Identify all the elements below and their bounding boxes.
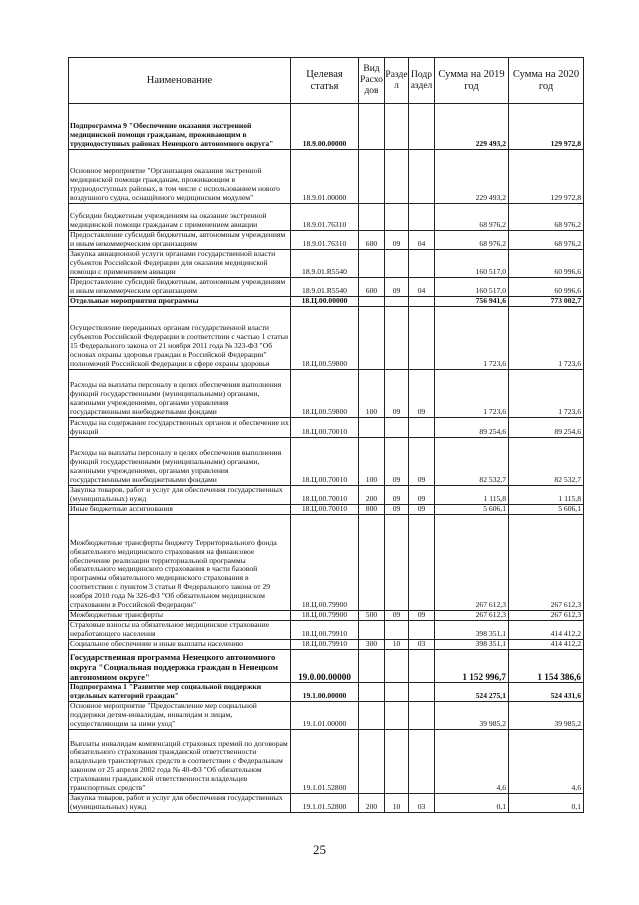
row-section bbox=[385, 150, 409, 204]
header-article: Целевая статья bbox=[291, 58, 359, 104]
table-row bbox=[69, 438, 584, 486]
row-section: 09 bbox=[385, 505, 409, 515]
row-expense-type bbox=[359, 515, 385, 611]
row-section: 10 bbox=[385, 640, 409, 650]
table-row bbox=[69, 418, 584, 438]
row-sum-2020: 5 606,1 bbox=[509, 505, 584, 515]
row-subsection bbox=[409, 621, 435, 640]
row-name: Отдельные мероприятия программы bbox=[69, 297, 291, 307]
row-name: Осуществление переданных органам государственной власти субъектов Российской Федерации в соответствии с частью 1 статьи 15 Федерального закона от 21 ноября 2011 года № 323-ФЗ "Об основах охраны здоровья граждан в Российской Федерации" полномочий Российской Федерации в сфере охраны здоровья bbox=[69, 307, 291, 370]
row-subsection: 03 bbox=[409, 640, 435, 650]
row-target-article: 18.9.01.R5540 bbox=[291, 278, 359, 297]
row-subsection: 04 bbox=[409, 278, 435, 297]
table-row bbox=[69, 231, 584, 250]
table-row bbox=[69, 307, 584, 370]
row-target-article: 18.9.01.76310 bbox=[291, 231, 359, 250]
header-subsection: Подр аздел bbox=[409, 58, 435, 104]
row-sum-2019: 1 723,6 bbox=[435, 307, 509, 370]
row-name: Основное мероприятие "Организация оказания экстренной медицинской помощи гражданам, проживающим в труднодоступных районах, в том числе с использованием нового воздушного судна, оснащённого медицинским модулем" bbox=[69, 150, 291, 204]
row-expense-type: 600 bbox=[359, 278, 385, 297]
row-target-article: 18.Ц.00.70010 bbox=[291, 418, 359, 438]
row-expense-type bbox=[359, 683, 385, 702]
row-target-article: 18.9.00.00000 bbox=[291, 104, 359, 150]
row-name: Подпрограмма 9 "Обеспечение оказания экстренной медицинской помощи гражданам, проживающим в труднодоступных районах Ненецкого автономного округа" bbox=[69, 104, 291, 150]
row-subsection: 09 bbox=[409, 505, 435, 515]
header-name: Наименование bbox=[69, 58, 291, 104]
table-row bbox=[69, 794, 584, 813]
row-target-article: 19.0.00.00000 bbox=[291, 650, 359, 683]
row-sum-2019: 398 351,1 bbox=[435, 640, 509, 650]
row-section bbox=[385, 515, 409, 611]
row-section: 09 bbox=[385, 486, 409, 505]
row-target-article: 18.Ц.00.59800 bbox=[291, 307, 359, 370]
row-target-article: 18.Ц.00.70010 bbox=[291, 486, 359, 505]
table-row bbox=[69, 683, 584, 702]
row-expense-type: 100 bbox=[359, 370, 385, 418]
row-target-article: 18.Ц.00.79910 bbox=[291, 621, 359, 640]
row-target-article: 18.9.01.R5540 bbox=[291, 250, 359, 278]
row-target-article: 18.Ц.00.59800 bbox=[291, 370, 359, 418]
table-body bbox=[69, 104, 584, 813]
row-expense-type bbox=[359, 297, 385, 307]
row-name: Закупка товаров, работ и услуг для обеспечения государственных (муниципальных) нужд bbox=[69, 794, 291, 813]
row-subsection bbox=[409, 204, 435, 231]
row-sum-2020: 414 412,2 bbox=[509, 621, 584, 640]
row-subsection bbox=[409, 297, 435, 307]
row-expense-type: 200 bbox=[359, 486, 385, 505]
row-section bbox=[385, 650, 409, 683]
row-name: Иные бюджетные ассигнования bbox=[69, 505, 291, 515]
row-sum-2019: 267 612,3 bbox=[435, 611, 509, 621]
row-subsection bbox=[409, 418, 435, 438]
row-expense-type bbox=[359, 650, 385, 683]
row-sum-2019: 229 493,2 bbox=[435, 150, 509, 204]
row-expense-type bbox=[359, 307, 385, 370]
row-name: Государственная программа Ненецкого автономного округа "Социальная поддержка граждан в Ненецком автономном округе" bbox=[69, 650, 291, 683]
row-sum-2019: 4,6 bbox=[435, 730, 509, 794]
row-sum-2020: 1 723,6 bbox=[509, 307, 584, 370]
row-sum-2019: 82 532,7 bbox=[435, 438, 509, 486]
row-section: 09 bbox=[385, 278, 409, 297]
table-row bbox=[69, 515, 584, 611]
row-subsection: 09 bbox=[409, 438, 435, 486]
row-name: Социальное обеспечение и иные выплаты населению bbox=[69, 640, 291, 650]
row-sum-2020: 68 976,2 bbox=[509, 204, 584, 231]
row-expense-type bbox=[359, 150, 385, 204]
row-name: Субсидии бюджетным учреждениям на оказание экстренной медицинской помощи гражданам с применением авиации bbox=[69, 204, 291, 231]
row-target-article: 18.Ц.00.79910 bbox=[291, 640, 359, 650]
row-name: Расходы на выплаты персоналу в целях обеспечения выполнения функций государственными (муниципальными) органами, казенными учреждениями, органами управления государственными внебюджетными фондами bbox=[69, 438, 291, 486]
row-target-article: 18.Ц.00.00000 bbox=[291, 297, 359, 307]
row-sum-2020: 1 154 386,6 bbox=[509, 650, 584, 683]
row-expense-type bbox=[359, 204, 385, 231]
table-row bbox=[69, 611, 584, 621]
row-sum-2020: 267 612,3 bbox=[509, 611, 584, 621]
row-target-article: 19.1.01.00000 bbox=[291, 702, 359, 730]
row-target-article: 18.9.01.00000 bbox=[291, 150, 359, 204]
table-row bbox=[69, 640, 584, 650]
row-section: 09 bbox=[385, 231, 409, 250]
row-sum-2020: 414 412,2 bbox=[509, 640, 584, 650]
row-subsection bbox=[409, 307, 435, 370]
row-expense-type bbox=[359, 418, 385, 438]
row-section bbox=[385, 730, 409, 794]
row-name: Выплаты инвалидам компенсаций страховых премий по договорам обязательного страхования гражданской ответственности владельцев транспортных средств в соответствии с Федеральным законом от 25 апреля 2002 года № 40-ФЗ "Об обязательном страховании гражданской ответственности владельцев транспортных средств" bbox=[69, 730, 291, 794]
table-row bbox=[69, 204, 584, 231]
table-row bbox=[69, 621, 584, 640]
table-row bbox=[69, 250, 584, 278]
row-sum-2020: 1 723,6 bbox=[509, 370, 584, 418]
header-expense-type: Вид Расхо дов bbox=[359, 58, 385, 104]
row-section: 09 bbox=[385, 370, 409, 418]
row-sum-2019: 5 606,1 bbox=[435, 505, 509, 515]
row-subsection bbox=[409, 150, 435, 204]
row-section bbox=[385, 250, 409, 278]
row-sum-2019: 229 493,2 bbox=[435, 104, 509, 150]
row-section bbox=[385, 297, 409, 307]
row-name: Подпрограмма 1 "Развитие мер социальной поддержки отдельных категорий граждан" bbox=[69, 683, 291, 702]
row-expense-type bbox=[359, 104, 385, 150]
row-sum-2019: 68 976,2 bbox=[435, 204, 509, 231]
row-sum-2019: 756 941,6 bbox=[435, 297, 509, 307]
row-section bbox=[385, 418, 409, 438]
row-name: Основное мероприятие "Предоставление мер социальной поддержки детям-инвалидам, инвалидам и лицам, осуществляющим за ними уход" bbox=[69, 702, 291, 730]
row-section bbox=[385, 702, 409, 730]
row-subsection: 09 bbox=[409, 611, 435, 621]
row-sum-2019: 524 275,1 bbox=[435, 683, 509, 702]
row-subsection bbox=[409, 250, 435, 278]
row-section bbox=[385, 104, 409, 150]
header-sum-2020: Сумма на 2020 год bbox=[509, 58, 584, 104]
row-target-article: 18.9.01.76310 bbox=[291, 204, 359, 231]
row-section bbox=[385, 621, 409, 640]
row-sum-2019: 39 985,2 bbox=[435, 702, 509, 730]
row-section: 09 bbox=[385, 611, 409, 621]
row-sum-2019: 398 351,1 bbox=[435, 621, 509, 640]
row-sum-2020: 1 115,8 bbox=[509, 486, 584, 505]
row-sum-2020: 89 254,6 bbox=[509, 418, 584, 438]
row-sum-2020: 267 612,3 bbox=[509, 515, 584, 611]
table-row bbox=[69, 297, 584, 307]
row-section bbox=[385, 683, 409, 702]
table-header bbox=[69, 58, 584, 104]
row-sum-2019: 267 612,3 bbox=[435, 515, 509, 611]
row-sum-2020: 60 996,6 bbox=[509, 250, 584, 278]
row-expense-type: 800 bbox=[359, 505, 385, 515]
row-subsection bbox=[409, 730, 435, 794]
budget-table-page bbox=[68, 57, 583, 813]
row-target-article: 19.1.00.00000 bbox=[291, 683, 359, 702]
table-row bbox=[69, 486, 584, 505]
row-expense-type: 200 bbox=[359, 794, 385, 813]
row-name: Расходы на выплаты персоналу в целях обеспечения выполнения функций государственными (муниципальными) органами, казенными учреждениями, органами управления государственными внебюджетными фондами bbox=[69, 370, 291, 418]
row-subsection bbox=[409, 702, 435, 730]
row-section: 10 bbox=[385, 794, 409, 813]
table-row bbox=[69, 370, 584, 418]
row-name: Закупка авиационной услуги органами государственной власти субъектов Российской Федерации для оказания медицинской помощи с применением авиации bbox=[69, 250, 291, 278]
row-name: Межбюджетные трансферты bbox=[69, 611, 291, 621]
page-number: 25 bbox=[313, 842, 326, 857]
row-subsection bbox=[409, 515, 435, 611]
row-sum-2020: 68 976,2 bbox=[509, 231, 584, 250]
row-subsection bbox=[409, 683, 435, 702]
row-sum-2019: 0,1 bbox=[435, 794, 509, 813]
row-target-article: 18.Ц.00.79900 bbox=[291, 611, 359, 621]
row-sum-2019: 68 976,2 bbox=[435, 231, 509, 250]
row-sum-2019: 1 723,6 bbox=[435, 370, 509, 418]
row-name: Страховые взносы на обязательное медицинское страхование неработающего населения bbox=[69, 621, 291, 640]
row-subsection: 04 bbox=[409, 231, 435, 250]
row-target-article: 18.Ц.00.79900 bbox=[291, 515, 359, 611]
row-section bbox=[385, 204, 409, 231]
row-subsection: 03 bbox=[409, 794, 435, 813]
row-subsection bbox=[409, 104, 435, 150]
row-subsection: 09 bbox=[409, 370, 435, 418]
row-sum-2019: 160 517,0 bbox=[435, 250, 509, 278]
row-expense-type bbox=[359, 250, 385, 278]
row-sum-2020: 4,6 bbox=[509, 730, 584, 794]
table-row bbox=[69, 702, 584, 730]
row-expense-type bbox=[359, 702, 385, 730]
table-row bbox=[69, 278, 584, 297]
row-expense-type bbox=[359, 621, 385, 640]
row-sum-2019: 89 254,6 bbox=[435, 418, 509, 438]
row-name: Предоставление субсидий бюджетным, автономным учреждениям и иным некоммерческим организациям bbox=[69, 231, 291, 250]
row-expense-type: 500 bbox=[359, 611, 385, 621]
row-sum-2020: 0,1 bbox=[509, 794, 584, 813]
table-row bbox=[69, 730, 584, 794]
row-sum-2020: 129 972,8 bbox=[509, 104, 584, 150]
row-sum-2020: 524 431,6 bbox=[509, 683, 584, 702]
row-name: Закупка товаров, работ и услуг для обеспечения государственных (муниципальных) нужд bbox=[69, 486, 291, 505]
header-sum-2019: Сумма на 2019 год bbox=[435, 58, 509, 104]
header-section: Разде л bbox=[385, 58, 409, 104]
row-target-article: 19.1.01.52800 bbox=[291, 730, 359, 794]
row-sum-2020: 129 972,8 bbox=[509, 150, 584, 204]
table-row bbox=[69, 104, 584, 150]
row-expense-type: 600 bbox=[359, 231, 385, 250]
row-section: 09 bbox=[385, 438, 409, 486]
row-expense-type: 300 bbox=[359, 640, 385, 650]
row-target-article: 19.1.01.52800 bbox=[291, 794, 359, 813]
row-name: Предоставление субсидий бюджетным, автономным учреждениям и иным некоммерческим организациям bbox=[69, 278, 291, 297]
row-sum-2019: 160 517,0 bbox=[435, 278, 509, 297]
row-name: Расходы на содержание государственных органов и обеспечение их функций bbox=[70, 418, 289, 437]
row-sum-2020: 82 532,7 bbox=[509, 438, 584, 486]
table-row bbox=[69, 505, 584, 515]
row-target-article: 18.Ц.00.70010 bbox=[291, 438, 359, 486]
row-expense-type bbox=[359, 730, 385, 794]
row-sum-2020: 39 985,2 bbox=[509, 702, 584, 730]
row-sum-2019: 1 115,8 bbox=[435, 486, 509, 505]
table-row bbox=[69, 650, 584, 683]
budget-table bbox=[68, 57, 584, 813]
row-subsection bbox=[409, 650, 435, 683]
row-section bbox=[385, 307, 409, 370]
row-sum-2020: 60 996,6 bbox=[509, 278, 584, 297]
row-target-article: 18.Ц.00.70010 bbox=[291, 505, 359, 515]
table-row bbox=[69, 150, 584, 204]
row-expense-type: 100 bbox=[359, 438, 385, 486]
row-name: Межбюджетные трансферты бюджету Территориального фонда обязательного медицинского страхования на финансовое обеспечение реализации территориальной программы обязательного медицинского страхования в части базовой программы обязательного медицинского страхования в соответствии с пунктом 3 статьи 8 Федерального закона от 29 ноября 2010 года № 326-ФЗ "Об обязательном медицинском страховании в Российской Федерации" bbox=[69, 515, 291, 611]
row-sum-2020: 773 002,7 bbox=[509, 297, 584, 307]
row-subsection: 09 bbox=[409, 486, 435, 505]
row-sum-2019: 1 152 996,7 bbox=[435, 650, 509, 683]
